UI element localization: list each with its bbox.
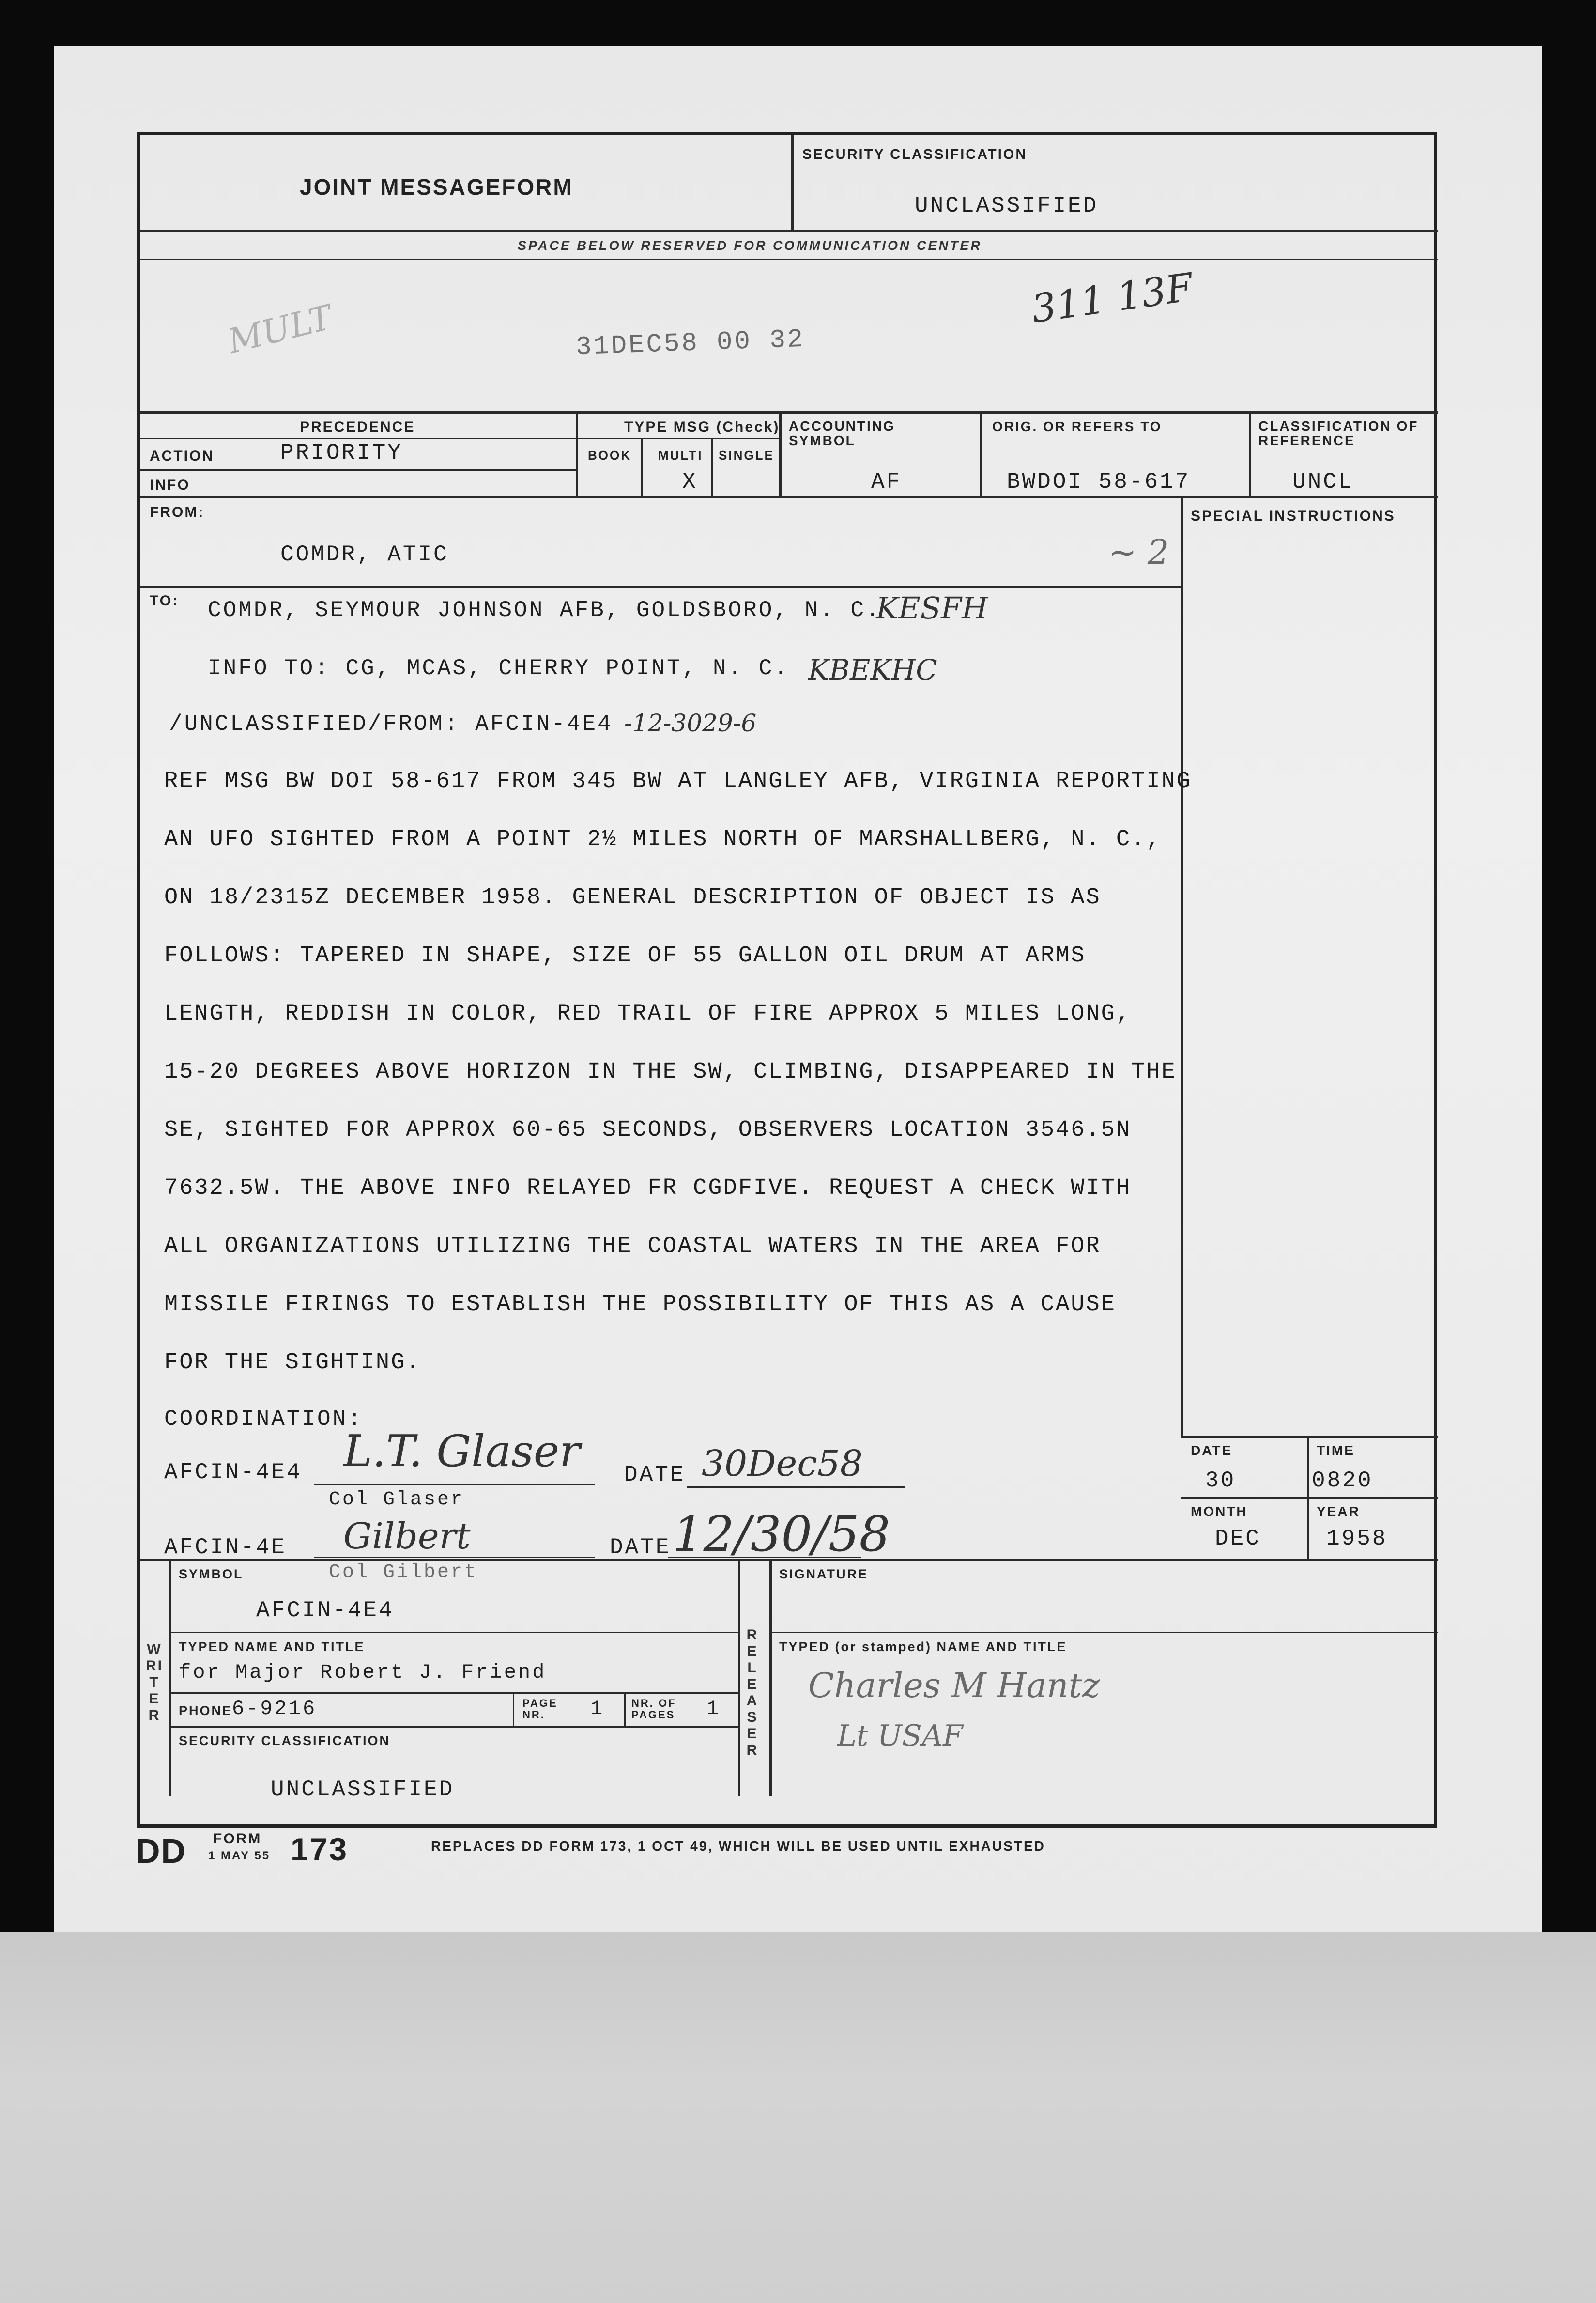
coord-name-1: Col Glaser: [329, 1489, 465, 1511]
coord-date-label-2: DATE: [610, 1535, 671, 1560]
form-title: JOINT MESSAGEFORM: [300, 174, 573, 200]
message-line-8: 7632.5W. THE ABOVE INFO RELAYED FR CGDFIVE. REQUEST A CHECK WITH: [164, 1175, 1132, 1201]
time-value: 0820: [1312, 1468, 1373, 1493]
message-line-3: ON 18/2315Z DECEMBER 1958. GENERAL DESCRIPTION OF OBJECT IS AS: [164, 885, 1101, 911]
handwritten-routing-1: KESFH: [876, 590, 988, 626]
releaser-typed-label: TYPED (or stamped) NAME AND TITLE: [779, 1639, 1067, 1654]
year-value: 1958: [1326, 1526, 1388, 1551]
releaser-handwritten-title: Lt USAF: [837, 1719, 963, 1753]
multi-check: X: [682, 469, 698, 495]
message-line-5: LENGTH, REDDISH IN COLOR, RED TRAIL OF FIRE APPROX 5 MILES LONG,: [164, 1001, 1132, 1027]
received-stamp: 31DEC58 00 32: [575, 325, 806, 363]
phone-label: PHONE: [179, 1703, 233, 1718]
type-msg-label: TYPE MSG (Check): [624, 419, 780, 435]
classification-ref-label: CLASSIFICATION OF REFERENCE: [1258, 418, 1419, 448]
symbol-value: AFCIN-4E4: [256, 1598, 394, 1623]
orig-refers-value: BWDOI 58-617: [1007, 469, 1191, 495]
security-classification-label: SECURITY CLASSIFICATION: [802, 147, 1028, 162]
coord-date-2: 12/30/58: [673, 1506, 890, 1562]
accounting-symbol-value: AF: [871, 469, 902, 495]
phone-value: 6-9216: [232, 1697, 317, 1720]
date-label: DATE: [1191, 1443, 1233, 1458]
special-instructions-label: SPECIAL INSTRUCTIONS: [1191, 508, 1396, 524]
message-line-10: MISSILE FIRINGS TO ESTABLISH THE POSSIBILITY OF THIS AS A CAUSE: [164, 1292, 1116, 1317]
form-number: 173: [291, 1831, 349, 1867]
message-header-line: /UNCLASSIFIED/FROM: AFCIN-4E4: [169, 711, 613, 737]
signature-label: SIGNATURE: [779, 1567, 869, 1581]
pages-value: 1: [706, 1697, 721, 1720]
time-label: TIME: [1317, 1443, 1355, 1458]
page-value: 1: [590, 1697, 605, 1720]
writer-side-label: WRITER: [146, 1641, 163, 1723]
symbol-label: SYMBOL: [179, 1567, 244, 1581]
message-line-9: ALL ORGANIZATIONS UTILIZING THE COASTAL WATERS IN THE AREA FOR: [164, 1234, 1101, 1259]
message-line-11: FOR THE SIGHTING.: [164, 1350, 421, 1376]
security-class-footer-label: SECURITY CLASSIFICATION: [179, 1733, 391, 1748]
page-label: PAGE NR.: [522, 1697, 558, 1721]
action-value: PRIORITY: [280, 440, 403, 465]
coord-signature-2: Gilbert: [343, 1515, 471, 1557]
pages-label: NR. OF PAGES: [631, 1697, 676, 1721]
classification-ref-value: UNCL: [1292, 469, 1354, 495]
stamp-smudge: MULT: [224, 297, 336, 362]
single-label: SINGLE: [719, 448, 774, 463]
to-value: COMDR, SEYMOUR JOHNSON AFB, GOLDSBORO, N. C.: [208, 598, 881, 623]
form-dd-mark: DD: [136, 1832, 187, 1870]
message-line-7: SE, SIGHTED FOR APPROX 60-65 SECONDS, OBSERVERS LOCATION 3546.5N: [164, 1117, 1132, 1143]
month-label: MONTH: [1191, 1504, 1248, 1519]
comm-center-note: SPACE BELOW RESERVED FOR COMMUNICATION CENTER: [518, 238, 982, 253]
handwritten-routing-2: KBEKHC: [808, 653, 937, 686]
coord-name-2: Col Gilbert: [329, 1561, 478, 1583]
to-label: TO:: [150, 593, 179, 609]
lower-backing-sheet: [0, 1932, 1596, 2303]
joint-messageform: [137, 132, 1437, 1828]
security-class-footer-value: UNCLASSIFIED: [271, 1777, 455, 1802]
date-value: 30: [1205, 1468, 1236, 1493]
typed-name-label: TYPED NAME AND TITLE: [179, 1639, 365, 1654]
handwritten-routing-number: 311 13F: [1028, 264, 1196, 332]
coord-signature-1: L.T. Glaser: [343, 1426, 581, 1477]
message-line-2: AN UFO SIGHTED FROM A POINT 2½ MILES NORTH OF MARSHALLBERG, N. C.,: [164, 827, 1162, 852]
from-label: FROM:: [150, 504, 205, 520]
form-date: 1 MAY 55: [208, 1849, 271, 1862]
year-label: YEAR: [1317, 1504, 1360, 1519]
message-line-4: FOLLOWS: TAPERED IN SHAPE, SIZE OF 55 GALLON OIL DRUM AT ARMS: [164, 943, 1086, 969]
handwritten-margin-mark: ~ 2: [1108, 532, 1169, 572]
coord-date-label-1: DATE: [624, 1462, 686, 1487]
coord-date-1: 30Dec58: [702, 1443, 863, 1484]
releaser-side-label: RELEASER: [746, 1627, 759, 1758]
handwritten-ref-number: -12-3029-6: [624, 709, 757, 737]
month-value: DEC: [1215, 1526, 1261, 1551]
security-classification-value: UNCLASSIFIED: [915, 193, 1099, 218]
releaser-handwritten-name: Charles M Hantz: [808, 1666, 1100, 1705]
coordination-label: COORDINATION:: [164, 1407, 363, 1432]
orig-refers-label: ORIG. OR REFERS TO: [992, 419, 1162, 434]
coord-office-2: AFCIN-4E: [164, 1535, 287, 1560]
from-value: COMDR, ATIC: [280, 542, 449, 567]
coord-office-1: AFCIN-4E4: [164, 1460, 302, 1485]
message-line-1: REF MSG BW DOI 58-617 FROM 345 BW AT LANGLEY AFB, VIRGINIA REPORTING: [164, 769, 1192, 794]
form-word: FORM: [213, 1831, 262, 1847]
precedence-label: PRECEDENCE: [300, 419, 415, 435]
info-label: INFO: [150, 477, 190, 493]
info-to-line: INFO TO: CG, MCAS, CHERRY POINT, N. C.: [208, 656, 789, 681]
multi-label: MULTI: [658, 448, 703, 463]
typed-name-value: for Major Robert J. Friend: [179, 1661, 547, 1684]
message-line-6: 15-20 DEGREES ABOVE HORIZON IN THE SW, CLIMBING, DISAPPEARED IN THE: [164, 1059, 1177, 1085]
accounting-symbol-label: ACCOUNTING SYMBOL: [789, 418, 895, 448]
book-label: BOOK: [588, 448, 631, 463]
action-label: ACTION: [150, 448, 214, 464]
form-replaces-note: REPLACES DD FORM 173, 1 OCT 49, WHICH WILL BE USED UNTIL EXHAUSTED: [431, 1839, 1045, 1854]
